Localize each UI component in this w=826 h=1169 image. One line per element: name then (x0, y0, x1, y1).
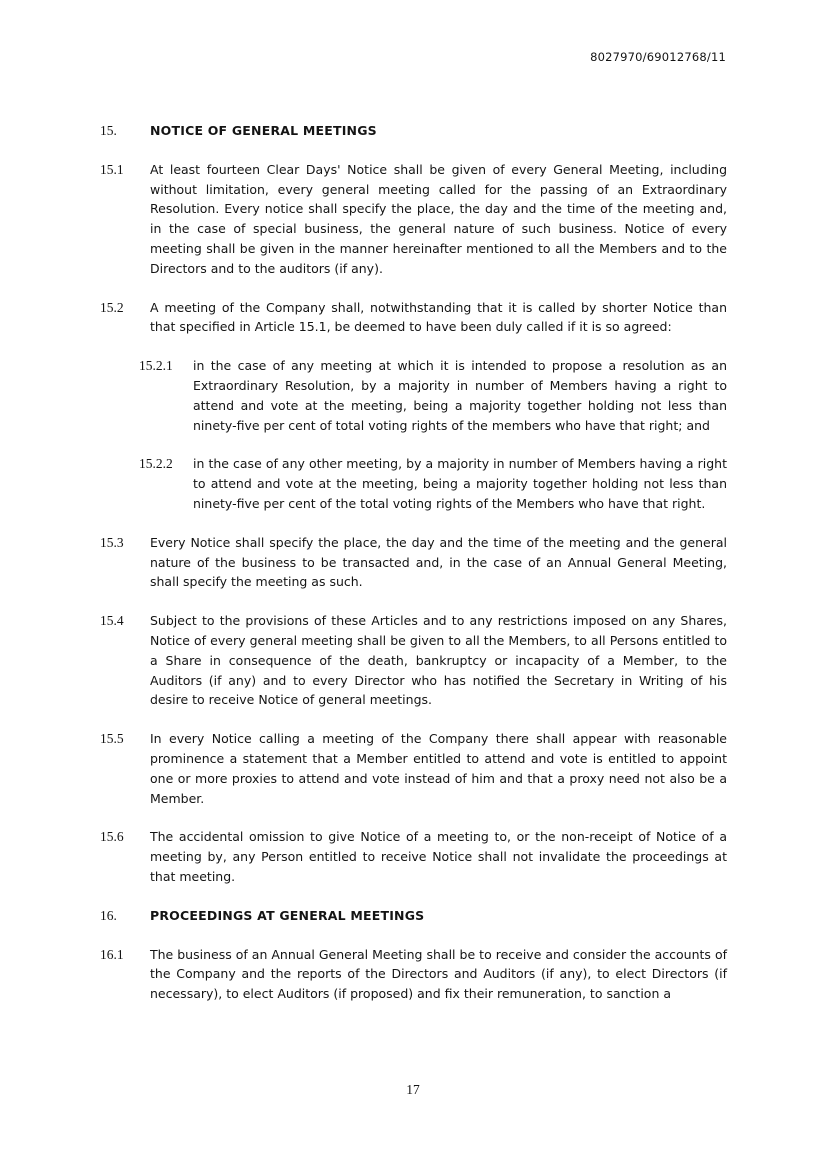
clause (100, 945, 727, 1004)
clause-text: At least fourteen Clear Days' Notice shall be given of every General Meeting, including without limitation, every general meeting called for the passing of an Extraordinary Resolution. Every notice shall specify the place, the day and the time of the meeting and, in the case of special business, the general nature of such business. Notice of every meeting shall be given in the manner hereinafter mentioned to all the Members and to the Directors and to the auditors (if any). (150, 161, 727, 276)
clause-text: in the case of any other meeting, by a majority in number of Members having a right to attend and vote at the meeting, being a majority together holding not less than ninety-five per cent of the total voting rights of the Members who have that right. (193, 456, 727, 511)
section-heading (100, 121, 727, 141)
clause-number: 15.2.1 (139, 358, 173, 374)
clause-text: In every Notice calling a meeting of the Company there shall appear with reasonable prominence a statement that a Member entitled to attend and vote is entitled to appoint one or more proxies to attend and vote instead of him and that a proxy need not also be a Member. (150, 731, 727, 806)
section-heading (100, 906, 727, 926)
clause-text: A meeting of the Company shall, notwithstanding that it is called by shorter Notice than that specified in Article 15.1, be deemed to have been duly called if it is so agreed: (150, 299, 727, 335)
clause-text: The business of an Annual General Meeting shall be to receive and consider the accounts of the Company and the reports of the Directors and Auditors (if any), to elect Directors (if necessary), to elect Auditors (if proposed) and fix their remuneration, to sanction a (150, 946, 727, 1002)
clause (100, 533, 727, 592)
clause-number: 15.1 (100, 161, 124, 177)
clause (100, 160, 727, 279)
clause-number: 15.6 (100, 829, 124, 845)
section-number: 15. (100, 123, 117, 138)
section-title: PROCEEDINGS AT GENERAL MEETINGS (150, 907, 425, 923)
clause-number: 15.4 (100, 613, 124, 629)
header-reference: 8027970/69012768/11 (590, 50, 726, 64)
clause-number: 15.2.2 (139, 456, 173, 472)
clause-text: Every Notice shall specify the place, the day and the time of the meeting and the general nature of the business to be transacted and, in the case of an Annual General Meeting, shall specify the meeting as such. (150, 534, 727, 590)
sub-clause (100, 356, 727, 435)
clause-number: 15.5 (100, 731, 124, 747)
section-number: 16. (100, 907, 117, 923)
clause-number: 16.1 (100, 946, 124, 962)
section-title: NOTICE OF GENERAL MEETINGS (150, 123, 377, 138)
clause (100, 729, 727, 808)
clause (100, 298, 727, 338)
clause-text: The accidental omission to give Notice of a meeting to, or the non-receipt of Notice of a meeting by, any Person entitled to receive Notice shall not invalidate the proceedings at that meeting. (150, 829, 727, 884)
clause (100, 611, 727, 710)
document-body (100, 121, 727, 1023)
clause-number: 15.2 (100, 299, 124, 315)
sub-clause (100, 454, 727, 513)
clause-text: in the case of any meeting at which it is intended to propose a resolution as an Extraordinary Resolution, by a majority in number of Members having a right to attend and vote at the meeting, being a majority together holding not less than ninety-five per cent of total voting rights of the members who have that right; and (193, 358, 727, 433)
clause-text: Subject to the provisions of these Articles and to any restrictions imposed on any Shares, Notice of every general meeting shall be given to all the Members, to all Persons entitled to a Share in consequence of the death, bankruptcy or incapacity of a Member, to the Auditors (if any) and to every Director who has notified the Secretary in Writing of his desire to receive Notice of general meetings. (150, 613, 727, 708)
page-number-footer: 17 (406, 1082, 420, 1097)
clause-number: 15.3 (100, 534, 124, 550)
clause (100, 827, 727, 886)
